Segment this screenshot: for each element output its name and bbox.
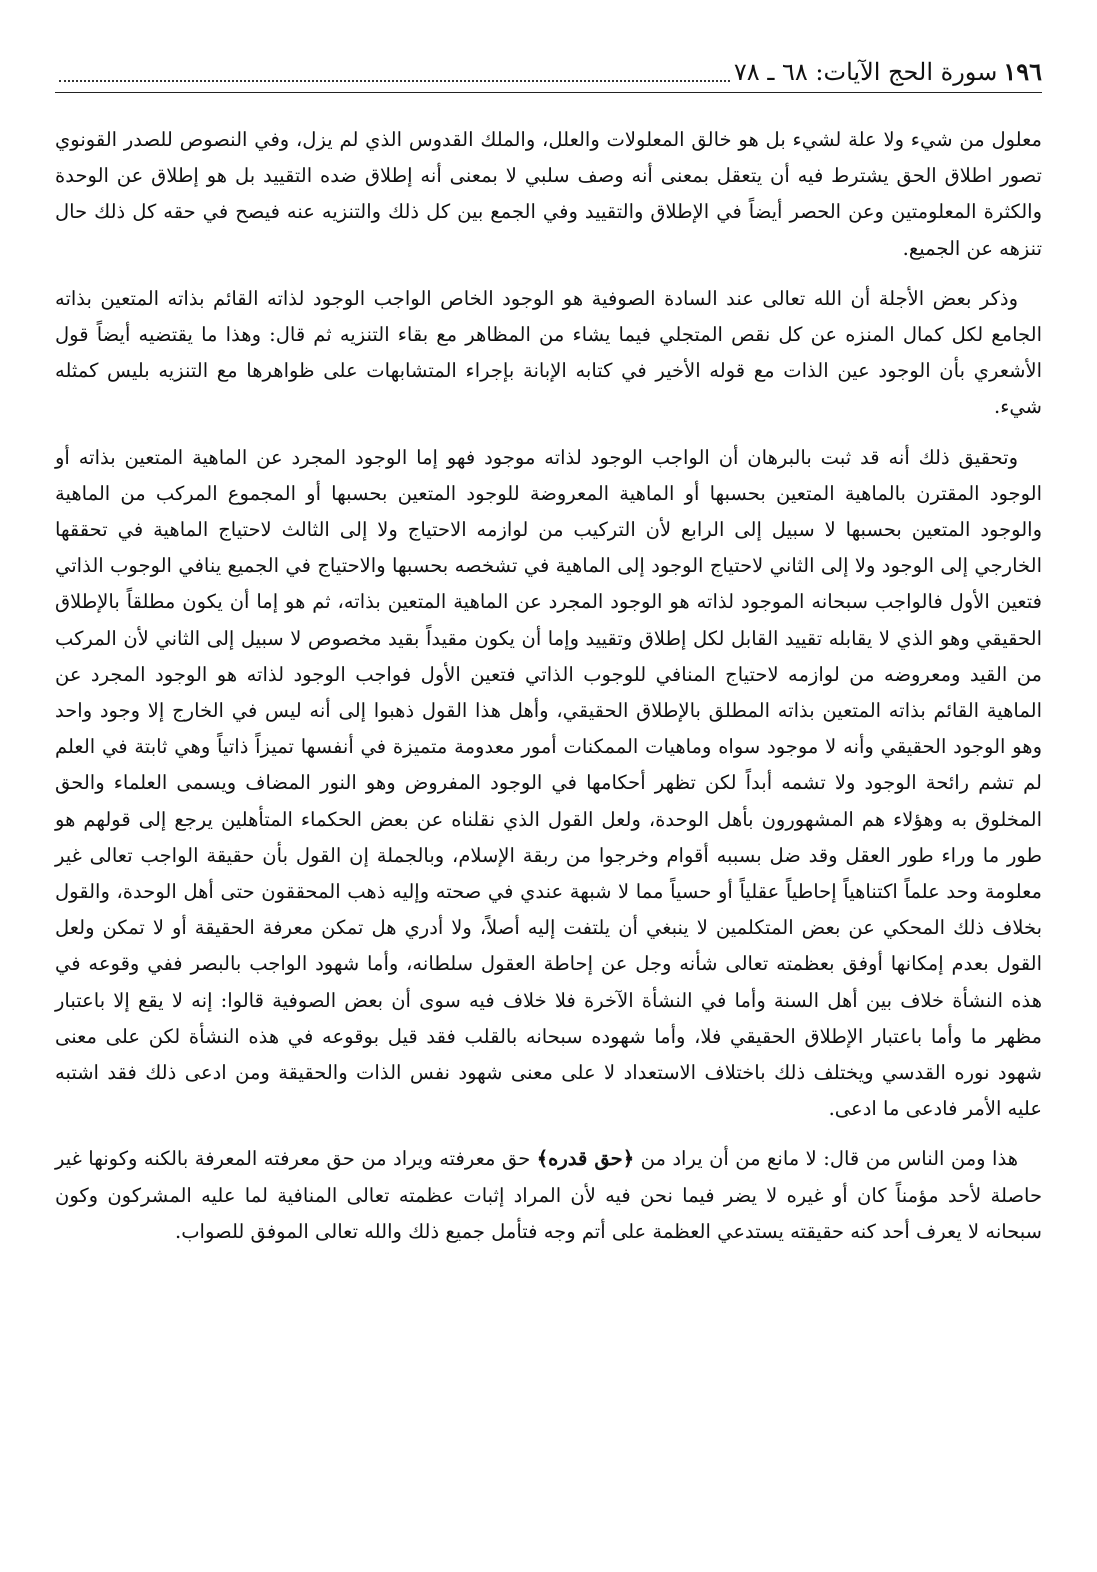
dotted-leader — [59, 80, 730, 82]
page-number: ١٩٦ — [1003, 57, 1042, 86]
paragraph-4-before: هذا ومن الناس من قال: لا مانع من أن يراد من — [640, 1147, 1018, 1171]
paragraph-2: وذكر بعض الأجلة أن الله تعالى عند السادة الصوفية هو الوجود الخاص الواجب الوجود لذاته القائم بذاته المتعين بذاته الجامع لكل كمال المنزه عن كل نقص المتجلي فيما يشاء من المظاهر مع بقاء التنزيه ثم قال: وهذا ما يقتضيه أيضاً قول الأشعري بأن الوجود عين الذات مع قوله الأخير في كتابه الإبانة بإجراء المتشابهات على ظواهرها مع التنزيه بليس كمثله شيء. — [55, 286, 1042, 419]
paragraph-4 — [55, 1141, 1042, 1250]
paragraph-1: معلول من شيء ولا علة لشيء بل هو خالق المعلولات والعلل، والملك القدوس الذي لم يزل، وفي النصوص للصدر القونوي تصور اطلاق الحق يشترط فيه أن يتعقل بمعنى أنه وصف سلبي لا بمعنى أنه إطلاق ضده التقييد بل هو إطلاق عن الوحدة والكثرة المعلومتين وعن الحصر أيضاً في الإطلاق والتقييد وفي الجمع بين كل ذلك والتنزيه عنه فيصح في حقه كل ذلك حال تنزهه عن الجميع. — [55, 128, 1042, 260]
paragraph-3: وتحقيق ذلك أنه قد ثبت بالبرهان أن الواجب الوجود لذاته موجود فهو إما الوجود المجرد عن الماهية المتعين بذاته أو الوجود المقترن بالماهية المتعين بحسبها أو الماهية المعروضة للوجود المتعين بحسبها أو المجموع المركب من الماهية والوجود المتعين بحسبها لا سبيل إلى الرابع لأن التركيب من لوازمه الاحتياج ولا إلى الثالث لاحتياج الماهية في تحققها الخارجي إلى الوجود ولا إلى الثاني لاحتياج الوجود إلى الماهية في تشخصه بحسبها والاحتياج في الجميع ينافي الوجوب الذاتي فتعين الأول فالواجب سبحانه الموجود لذاته هو الوجود المجرد عن الماهية المتعين بذاته، ثم هو إما أن يكون مطلقاً بالإطلاق الحقيقي وهو الذي لا يقابله تقييد القابل لكل إطلاق وتقييد وإما أن يكون مقيداً بقيد مخصوص لا سبيل إلى الثاني لأن المركب من القيد ومعروضه من لوازمه لاحتياج المنافي للوجوب الذاتي فتعين الأول فواجب الوجود لذاته هو الوجود المجرد عن الماهية القائم بذاته المتعين بذاته المطلق بالإطلاق الحقيقي، وأهل هذا القول ذهبوا إلى أنه ليس في الخارج إلا وجود واحد وهو الوجود الحقيقي وأنه لا موجود سواه وماهيات الممكنات أمور معدومة متميزة في أنفسها تميزاً ذاتياً وهي ثابتة في العلم لم تشم رائحة الوجود ولا تشمه أبداً لكن تظهر أحكامها في الوجود المفروض وهو النور المضاف ويسمى العلماء والحق المخلوق به وهؤلاء هم المشهورون بأهل الوحدة، ولعل القول الذي نقلناه عن بعض الحكماء المتأهلين يرجع إلى قولهم هو طور ما وراء طور العقل وقد ضل بسببه أقوام وخرجوا من ربقة الإسلام، وبالجملة إن القول بأن حقيقة الواجب تعالى غير معلومة وحد علماً اكتناهياً إحاطياً عقلياً أو حسياً مما لا شبهة عندي في صحته وإليه ذهب المحققون حتى أهل الوحدة، والقول بخلاف ذلك المحكي عن بعض المتكلمين لا ينبغي أن يلتفت إليه أصلاً، ولا أدري هل تمكن معرفة الحقيقة أو لا تمكن ولعل القول بعدم إمكانها أوفق بعظمته تعالى شأنه وجل عن إحاطة العقول سلطانه، وأما شهود الواجب بالبصر ففي وقوعه في هذه النشأة خلاف بين أهل السنة وأما في النشأة الآخرة فلا خلاف فيه سوى أن بعض الصوفية قالوا: إنه لا يقع إلا باعتبار مظهر ما وأما باعتبار الإطلاق الحقيقي فلا، وأما شهوده سبحانه بالقلب فقد قيل بوقوعه في هذه النشأة لكن على معنى شهود نوره القدسي ويختلف ذلك باختلاف الاستعداد لا على معنى شهود نفس الذات والحقيقة ومن ادعى ذلك فقد اشتبه عليه الأمر فادعى ما ادعى. — [55, 445, 1042, 1121]
body-text — [55, 122, 1042, 1264]
paragraph-4-after: حق معرفته ويراد من حق معرفته المعرفة بالكنه وكونها غير حاصلة لأحد مؤمناً كان أو غيره لا يضر فيما نحن فيه لأن المراد إثبات عظمته تعالى المنافية لما عليه المشركون وكون سبحانه لا يعرف أحد كنه حقيقته يستدعي العظمة على أتم وجه فتأمل جميع ذلك والله تعالى الموفق للصواب. — [55, 1147, 1042, 1243]
quran-quote: ﴿حق قدره﴾ — [536, 1147, 635, 1171]
chapter-title: سورة الحج الآيات: ٦٨ ـ ٧٨ — [733, 58, 998, 86]
running-header — [55, 52, 1042, 93]
